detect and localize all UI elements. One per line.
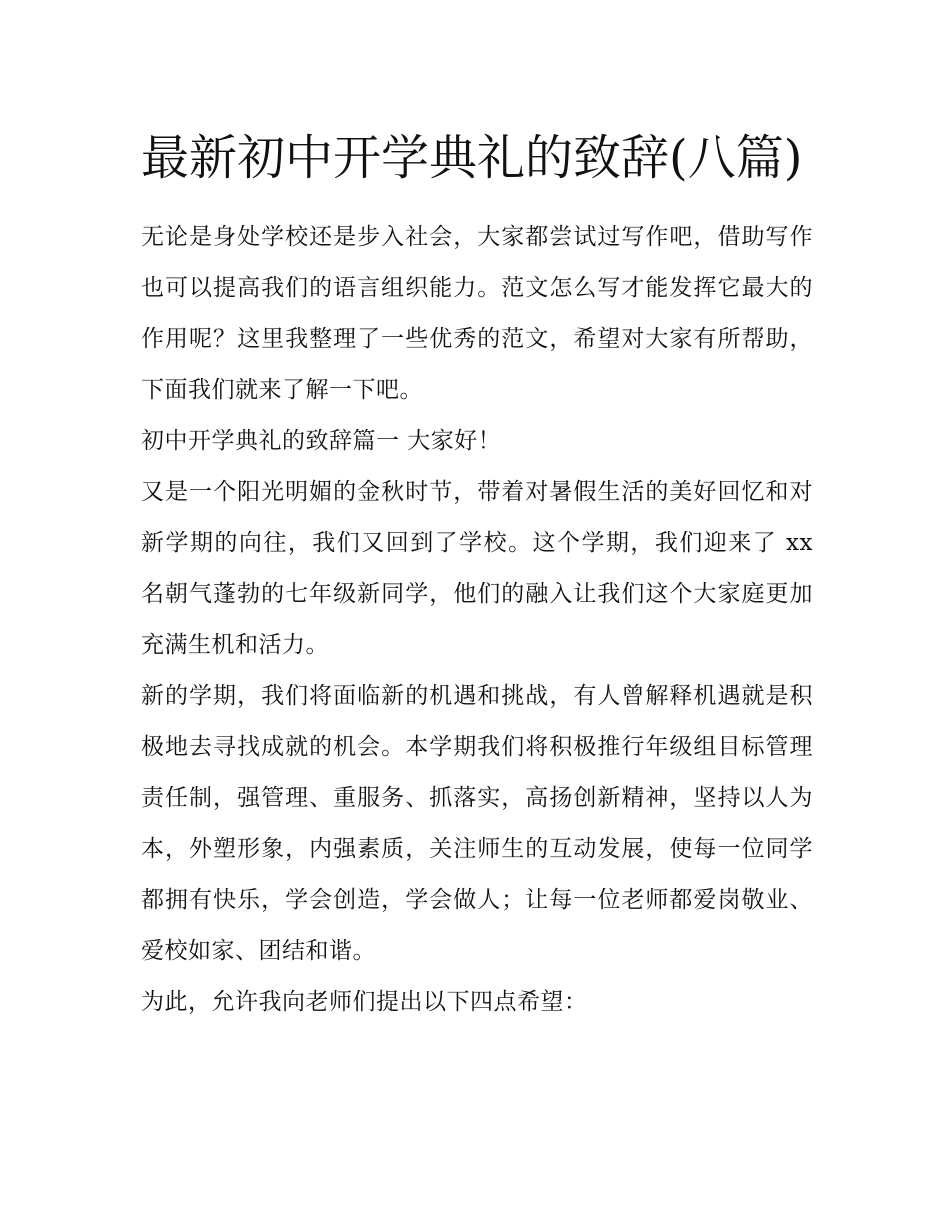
paragraph-opportunities: 新的学期，我们将面临新的机遇和挑战，有人曾解释机遇就是积极地去寻找成就的机会。本学期我们将积极推行年级组目标管理责任制，强管理、重服务、抓落实，高扬创新精神，坚持以人为本，外塑形象，内强素质，关注师生的互动发展，使每一位同学都拥有快乐，学会创造，学会做人；让每一位老师都爱岗敬业、爱校如家、团结和谐。 (141, 683, 813, 964)
document-body (141, 118, 813, 1028)
paragraph-hopes: 为此，允许我向老师们提出以下四点希望： (141, 989, 588, 1015)
paragraph-new-semester: 又是一个阳光明媚的金秋时节，带着对暑假生活的美好回忆和对新学期的向往，我们又回到了学校。这个学期，我们迎来了 xx 名朝气蓬勃的七年级新同学，他们的融入让我们这个大家庭更加充满生机和活力。 (141, 479, 813, 658)
paragraph-intro: 无论是身处学校还是步入社会，大家都尝试过写作吧，借助写作也可以提高我们的语言组织能力。范文怎么写才能发挥它最大的作用呢？这里我整理了一些优秀的范文，希望对大家有所帮助，下面我们就来了解一下吧。 (141, 224, 813, 403)
paragraph-section-heading: 初中开学典礼的致辞篇一 大家好！ (141, 428, 502, 454)
document-title: 最新初中开学典礼的致辞(八篇) (141, 130, 803, 186)
